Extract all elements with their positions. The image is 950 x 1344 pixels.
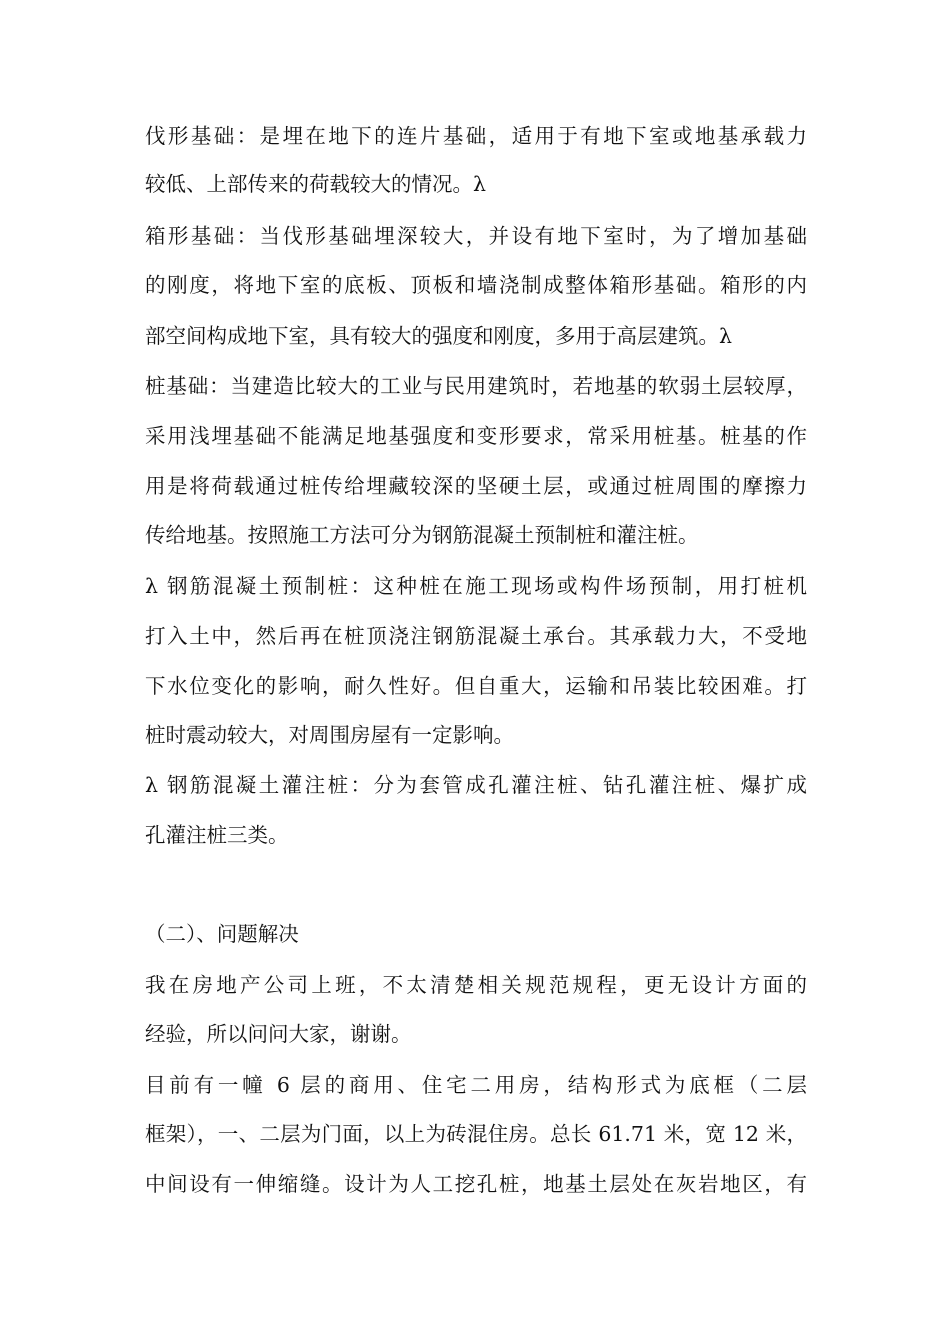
paragraph-building-line-1: 目前有一幢 6 层的商用、住宅二用房，结构形式为底框（二层 (145, 1073, 807, 1097)
paragraph-box-foundation-line-2: 的刚度，将地下室的底板、顶板和墙浇制成整体箱形基础。箱形的内 (145, 273, 807, 297)
paragraph-precast-pile-line-3: 下水位变化的影响，耐久性好。但自重大，运输和吊装比较困难。打 (145, 674, 807, 698)
paragraph-raft-foundation-line-2: 较低、上部传来的荷载较大的情况。λ (145, 172, 486, 196)
paragraph-precast-pile-line-2: 打入土中，然后再在桩顶浇注钢筋混凝土承台。其承载力大，不受地 (145, 624, 807, 648)
paragraph-building-line-3: 中间设有一伸缩缝。设计为人工挖孔桩，地基土层处在灰岩地区，有 (145, 1172, 807, 1196)
paragraph-precast-pile-line-1: λ 钢筋混凝土预制桩：这种桩在施工现场或构件场预制，用打桩机 (145, 574, 807, 598)
paragraph-box-foundation-line-1: 箱形基础：当伐形基础埋深较大，并设有地下室时，为了增加基础 (145, 224, 807, 248)
section-heading-problem-solving: （二）、问题解决 (145, 922, 299, 946)
paragraph-cast-pile-line-1: λ 钢筋混凝土灌注桩：分为套管成孔灌注桩、钻孔灌注桩、爆扩成 (145, 773, 807, 797)
paragraph-pile-foundation-line-2: 采用浅埋基础不能满足地基强度和变形要求，常采用桩基。桩基的作 (145, 424, 807, 448)
paragraph-cast-pile-line-2: 孔灌注桩三类。 (145, 823, 289, 847)
paragraph-building-line-2: 框架），一、二层为门面，以上为砖混住房。总长 61.71 米，宽 12 米， (145, 1122, 807, 1146)
paragraph-box-foundation-line-3: 部空间构成地下室，具有较大的强度和刚度，多用于高层建筑。λ (145, 324, 732, 348)
paragraph-raft-foundation-line-1: 伐形基础：是埋在地下的连片基础，适用于有地下室或地基承载力 (145, 124, 807, 148)
paragraph-pile-foundation-line-1: 桩基础：当建造比较大的工业与民用建筑时，若地基的软弱土层较厚， (145, 374, 807, 398)
paragraph-question-line-1: 我在房地产公司上班，不太清楚相关规范规程，更无设计方面的 (145, 973, 807, 997)
paragraph-pile-foundation-line-3: 用是将荷载通过桩传给埋藏较深的坚硬土层，或通过桩周围的摩擦力 (145, 474, 807, 498)
paragraph-pile-foundation-line-4: 传给地基。按照施工方法可分为钢筋混凝土预制桩和灌注桩。 (145, 523, 699, 547)
paragraph-question-line-2: 经验，所以问问大家，谢谢。 (145, 1022, 412, 1046)
paragraph-precast-pile-line-4: 桩时震动较大，对周围房屋有一定影响。 (145, 723, 514, 747)
